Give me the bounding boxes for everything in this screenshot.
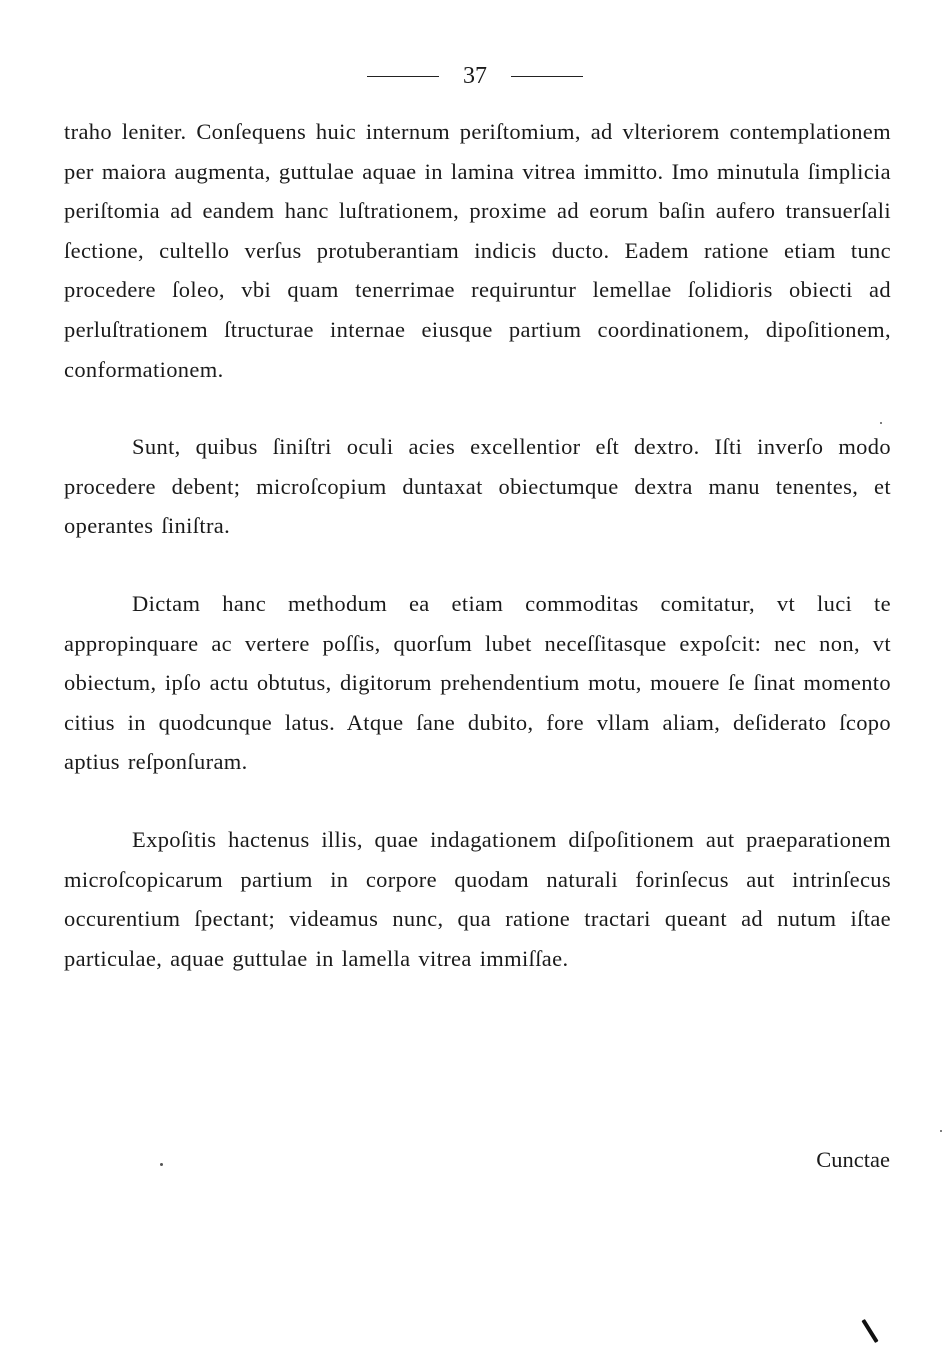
paragraph-gap [64,782,891,820]
page-header [0,58,950,94]
header-rule-left [367,76,439,77]
paragraph-gap [64,546,891,584]
page-number: 37 [463,63,487,89]
paragraph-left-eye: Sunt, quibus ſiniſtri oculi acies excellentior eſt dextro. Iſti inverſo modo procedere debent; microſcopium duntaxat obiectumque dextra manu tenentes, et operantes ſiniſtra. [64,434,891,539]
text-body [64,112,891,978]
paper-speck [940,1130,942,1132]
header-rule-right [511,76,583,77]
paragraph-expositis: Expoſitis hactenus illis, quae indagationem diſpoſitionem aut praeparationem microſcopicarum partium in corpore quodam naturali forinſecus aut intrinſecus occurentium ſpectant; videamus nunc, qua ratione tractari queant ad nutum iſtae particulae, aquae guttulae in lamella vitrea immiſſae. [64,826,891,971]
paper-speck [160,1163,163,1166]
paragraph-method: Dictam hanc methodum ea etiam commoditas comitatur, vt luci te appropinquare ac vertere poſſis, quorſum lubet neceſſitasque expoſcit: nec non, vt obiectum, ipſo actu obtutus, digitorum prehendentium motu, mouere ſe ſinat momento citius in quodcunque latus. Atque ſane dubito, fore vllam aliam, deſiderato ſcopo aptius reſponſuram. [64,590,891,775]
paragraph-continuation: traho leniter. Conſequens huic internum periſtomium, ad vlteriorem contemplationem per maiora augmenta, guttulae aquae in lamina vitrea immitto. Imo minutula ſimplicia periſtomia ad eandem hanc luſtrationem, proxime ad eorum baſin aufero transuerſali ſectione, cultello verſus protuberantiam indicis ducto. Eadem ratione etiam tunc procedere ſoleo, vbi quam tenerrimae requiruntur lemellae ſolidioris obiecti ad perluſtrationem ſtructurae internae eiusque partium coordinationem, dipoſitionem, conformationem. [64,119,891,382]
paper-speck [880,422,882,424]
catchword: Cunctae [816,1147,890,1172]
paragraph-gap [64,389,891,427]
printer-mark [861,1319,878,1343]
